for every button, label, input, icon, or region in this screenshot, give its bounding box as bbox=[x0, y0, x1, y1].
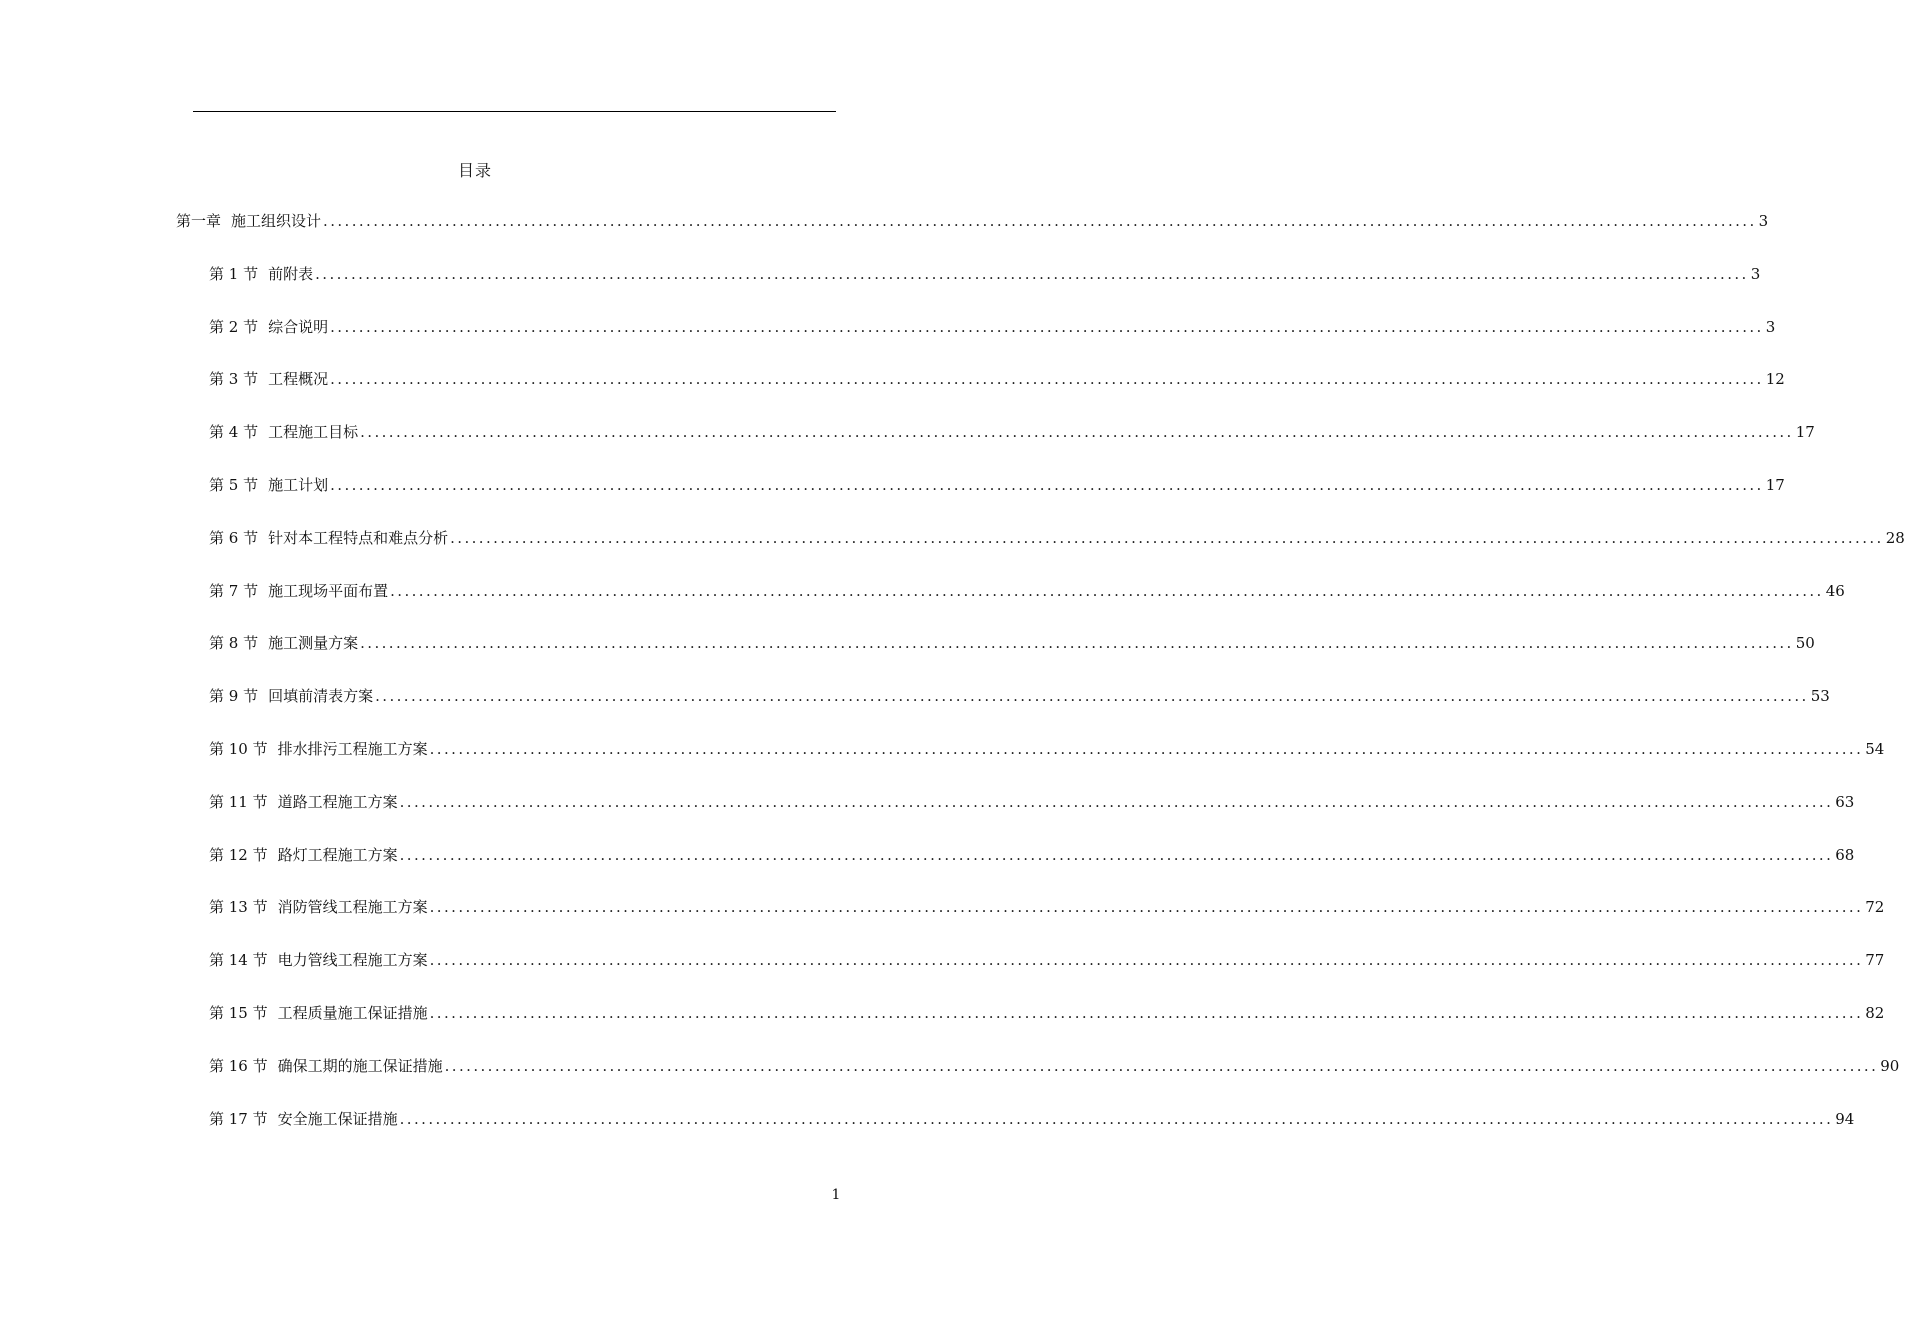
toc-entry-page: 72 bbox=[1865, 898, 1885, 917]
toc-entry[interactable] bbox=[209, 580, 1845, 606]
toc-entry-title: 综合说明 bbox=[268, 317, 329, 336]
header-rule bbox=[193, 111, 836, 112]
toc-entry[interactable] bbox=[209, 738, 1885, 764]
toc-entry-label bbox=[209, 632, 358, 653]
toc-entry-label bbox=[209, 1108, 398, 1129]
toc-entry-number: 第 2 节 bbox=[209, 317, 259, 336]
page-number: 1 bbox=[831, 1187, 841, 1203]
toc-entry-label bbox=[209, 421, 358, 442]
toc-entry-number: 第 7 节 bbox=[209, 581, 259, 600]
toc-entry-number: 第 15 节 bbox=[209, 1004, 268, 1022]
toc-entry-number: 第 11 节 bbox=[209, 792, 268, 811]
toc-entry-number: 第 5 节 bbox=[209, 476, 259, 494]
toc-leader-dots: ........................................................................................................................................................................................................ bbox=[444, 1056, 1879, 1075]
toc-entry-label bbox=[209, 791, 398, 812]
toc-entry-number: 第 9 节 bbox=[209, 687, 259, 706]
toc-entry-number: 第 13 节 bbox=[209, 898, 268, 917]
toc-entry-number: 第 3 节 bbox=[209, 370, 259, 389]
toc-entry-title: 前附表 bbox=[268, 264, 314, 283]
toc-entry-label bbox=[209, 580, 388, 601]
toc-entry-page: 3 bbox=[1750, 264, 1761, 283]
toc-entry[interactable] bbox=[176, 210, 1769, 236]
toc-leader-dots: ........................................................................................................................................................................................................ bbox=[360, 423, 1794, 442]
toc-entry-title: 排水排污工程施工方案 bbox=[277, 740, 428, 758]
toc-leader-dots: ........................................................................................................................................................................................................ bbox=[429, 1004, 1864, 1022]
toc-entry[interactable] bbox=[209, 1108, 1855, 1134]
toc-entry[interactable] bbox=[209, 896, 1885, 922]
toc-entry-label bbox=[209, 685, 373, 706]
toc-entry-title: 针对本工程特点和难点分析 bbox=[268, 528, 449, 547]
toc-entry-page: 17 bbox=[1765, 476, 1785, 494]
toc-entry[interactable] bbox=[209, 844, 1855, 870]
toc-leader-dots: ........................................................................................................................................................................................................ bbox=[429, 898, 1864, 917]
toc-entry-title: 施工测量方案 bbox=[268, 634, 359, 653]
toc-entry-title: 电力管线工程施工方案 bbox=[277, 951, 428, 970]
toc-entry-page: 12 bbox=[1765, 370, 1785, 389]
toc-leader-dots: ........................................................................................................................................................................................................ bbox=[429, 740, 1864, 758]
toc-entry[interactable] bbox=[209, 791, 1855, 817]
toc-entry[interactable] bbox=[209, 421, 1815, 447]
toc-leader-dots: ........................................................................................................................................................................................................ bbox=[390, 581, 1824, 600]
toc-entry-number: 第 10 节 bbox=[209, 740, 268, 758]
toc-leader-dots: ........................................................................................................................................................................................................ bbox=[315, 264, 1749, 283]
toc-entry-number: 第 4 节 bbox=[209, 423, 259, 442]
toc-entry[interactable] bbox=[209, 1055, 1900, 1081]
toc-entry[interactable] bbox=[209, 527, 1905, 553]
toc-entry-title: 施工计划 bbox=[268, 476, 329, 494]
toc-entry-title: 道路工程施工方案 bbox=[277, 792, 398, 811]
toc-entry-label bbox=[209, 949, 428, 970]
toc-leader-dots: ........................................................................................................................................................................................................ bbox=[375, 687, 1809, 706]
toc-entry-page: 3 bbox=[1765, 317, 1776, 336]
toc-entry-page: 50 bbox=[1795, 634, 1815, 653]
toc-entry-page: 77 bbox=[1865, 951, 1885, 970]
toc-entry-title: 消防管线工程施工方案 bbox=[277, 898, 428, 917]
toc-entry-number: 第 6 节 bbox=[209, 528, 259, 547]
toc-entry-page: 68 bbox=[1835, 845, 1855, 864]
toc-title: 目录 bbox=[457, 161, 492, 180]
toc-entry-label bbox=[209, 474, 328, 495]
toc-entry[interactable] bbox=[209, 474, 1785, 500]
toc-leader-dots: ........................................................................................................................................................................................................ bbox=[450, 528, 1884, 547]
toc-entry-title: 工程质量施工保证措施 bbox=[277, 1004, 428, 1022]
toc-entry[interactable] bbox=[209, 949, 1885, 975]
toc-entry-number: 第 1 节 bbox=[209, 264, 259, 283]
toc-leader-dots: ........................................................................................................................................................................................................ bbox=[429, 951, 1864, 970]
toc-entry-label bbox=[209, 316, 328, 337]
toc-entry-page: 54 bbox=[1865, 740, 1885, 758]
toc-entry-page: 53 bbox=[1810, 687, 1830, 706]
toc-entry-number: 第 8 节 bbox=[209, 634, 259, 653]
toc-leader-dots: ........................................................................................................................................................................................................ bbox=[330, 370, 1764, 389]
toc-entry-title: 工程施工目标 bbox=[268, 423, 359, 442]
toc-entry-label bbox=[209, 527, 448, 548]
toc-entry-number: 第 17 节 bbox=[209, 1109, 268, 1128]
toc-entry-title: 施工现场平面布置 bbox=[268, 581, 389, 600]
toc-entry-title: 回填前清表方案 bbox=[268, 687, 374, 706]
toc-entry-number: 第 14 节 bbox=[209, 951, 268, 970]
toc-leader-dots: ........................................................................................................................................................................................................ bbox=[399, 792, 1834, 811]
toc-entry-label bbox=[209, 1055, 443, 1076]
toc-leader-dots: ........................................................................................................................................................................................................ bbox=[360, 634, 1794, 653]
toc-entry-page: 3 bbox=[1758, 212, 1769, 230]
toc-entry-title: 安全施工保证措施 bbox=[277, 1109, 398, 1128]
toc-entry-page: 46 bbox=[1825, 581, 1845, 600]
toc-entry-title: 工程概况 bbox=[268, 370, 329, 389]
toc-entry[interactable] bbox=[209, 368, 1785, 394]
toc-leader-dots: ........................................................................................................................................................................................................ bbox=[399, 1109, 1834, 1128]
toc-entry-title: 施工组织设计 bbox=[231, 212, 322, 230]
toc-entry-page: 82 bbox=[1865, 1004, 1885, 1022]
toc-entry-label bbox=[209, 1002, 428, 1023]
toc-entry[interactable] bbox=[209, 263, 1761, 289]
toc-entry-number: 第 12 节 bbox=[209, 845, 268, 864]
toc-entry[interactable] bbox=[209, 685, 1830, 711]
toc-leader-dots: ........................................................................................................................................................................................................ bbox=[399, 845, 1834, 864]
toc-entry-page: 17 bbox=[1795, 423, 1815, 442]
toc-entry[interactable] bbox=[209, 316, 1776, 342]
toc-leader-dots: ........................................................................................................................................................................................................ bbox=[330, 317, 1764, 336]
toc-entry-label bbox=[209, 844, 398, 865]
toc-entry-label bbox=[209, 738, 428, 759]
toc-leader-dots: ........................................................................................................................................................................................................ bbox=[323, 212, 1757, 230]
toc-entry-number: 第一章 bbox=[176, 212, 222, 230]
toc-entry-title: 路灯工程施工方案 bbox=[277, 845, 398, 864]
toc-entry-label bbox=[209, 263, 313, 284]
toc-entry-label bbox=[209, 896, 428, 917]
toc-entry[interactable] bbox=[209, 1002, 1885, 1028]
toc-entry[interactable] bbox=[209, 632, 1815, 658]
toc-entry-page: 94 bbox=[1835, 1109, 1855, 1128]
toc-entry-title: 确保工期的施工保证措施 bbox=[277, 1056, 443, 1075]
toc-entry-label bbox=[209, 368, 328, 389]
toc-entry-number: 第 16 节 bbox=[209, 1056, 268, 1075]
toc-entry-page: 28 bbox=[1885, 528, 1905, 547]
toc-leader-dots: ........................................................................................................................................................................................................ bbox=[330, 476, 1764, 494]
toc-entry-label bbox=[176, 210, 321, 231]
toc-entry-page: 90 bbox=[1880, 1056, 1900, 1075]
toc-entry-page: 63 bbox=[1835, 792, 1855, 811]
